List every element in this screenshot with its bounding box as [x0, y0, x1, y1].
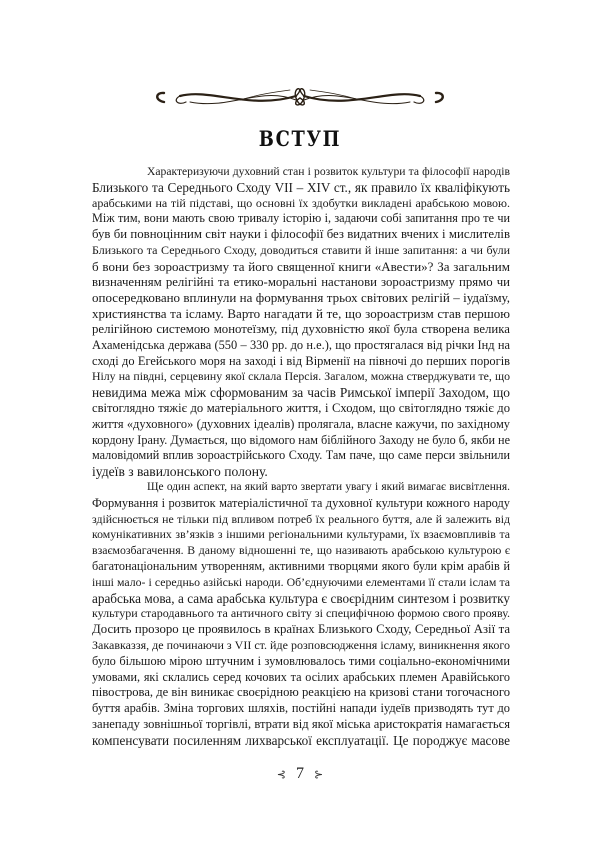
text-line: світоглядно тяжіє до матеріального життя, і Сходом, що світоглядно тяжіє до — [92, 400, 510, 415]
left-ornament-icon: ⊰ — [276, 768, 286, 781]
text-line: Формування і розвиток матеріалістичної та духовної культури кожного народу — [92, 495, 510, 510]
text-line: Нілу на півдні, серцевину якої склала Персія. Загалом, можна стверджувати те, що — [92, 369, 510, 384]
text-line: б вони без зороастризму та його священної книги «Авести»? За загальним — [92, 258, 510, 274]
text-line: півострова, де він виникає своєрідною реакцією на кризові стани тогочасного — [92, 685, 510, 700]
text-line: християнства та ісламу. Варто нагадати й те, що зороастризм став першою — [92, 306, 510, 322]
text-line: багатонаціональним утворенням, активними творцями якого були крім арабів й — [92, 558, 510, 573]
text-line: було більшою мірою штучним і зумовлювалось тими соціально-економічними — [92, 653, 510, 668]
text-line: опосередковано вплинули на формування трьох світових релігій – іудаїзму, — [92, 290, 510, 306]
text-line: кордону Ірану. Думається, що відомого нам біблійного Заходу не було б, якби не — [92, 432, 510, 447]
right-ornament-icon: ⊱ — [314, 768, 324, 781]
text-line: Досить прозоро це проявилось в країнах Близького Сходу, Середньої Азії та — [92, 622, 510, 637]
text-line: взаємозбагачення. В даному відношенні те, що називають арабською культурою є — [92, 543, 510, 558]
decorative-flourish-icon — [150, 84, 450, 112]
text-line: Ще один аспект, на який варто звертати увагу і який вимагає висвітлення. — [147, 480, 510, 493]
text-line: компенсувати посиленням лихварської експлуатації. Це породжує масове — [92, 732, 510, 748]
text-line: арабська мова, а сама арабська культура є своєрідним синтезом і розвитку — [92, 590, 510, 606]
text-line: буття арабів. Зміна торгових шляхів, постійні напади іудеїв призводять тут до — [92, 701, 510, 716]
text-line: здійснюється не тільки під впливом потреб їх реального буття, але й залежить від — [92, 511, 510, 526]
text-line: був би повноцінним світ науки і філософії без видатних вчених і мислителів — [92, 227, 510, 242]
text-line: релігійною системою монотеїзму, під духовністю якої була створена велика — [92, 321, 510, 336]
page-title: ВСТУП — [258, 126, 342, 151]
text-line: інші мало- і середньо азійські народи. Об’єднуючими елементами її стали іслам та — [92, 574, 510, 589]
text-line: Близького та Середнього Сходу, доводиться ставити й інше запитання: а чи були — [92, 242, 510, 257]
text-line: життя «духовного» (духовних ідеалів) пролягала, власне кажучи, по західному — [92, 416, 510, 431]
text-line: Характеризуючи духовний стан і розвиток культури та філософії народів — [147, 165, 510, 178]
text-line: занепаду зовнішньої торгівлі, втрати від якої міська аристократія намагається — [92, 716, 510, 731]
text-line: сході до Егейського моря на заході і від Вірменії на півночі до перших порогів — [92, 353, 510, 368]
text-line: Близького та Середнього Сходу VII – XIV ст., як правило їх кваліфікують — [92, 179, 510, 195]
text-line: культури стародавнього та античного світу зі специфічною формою свого прояву. — [92, 606, 510, 621]
text-line: умовами, які склались серед кочових та осілих арабських племен Аравійського — [92, 669, 510, 684]
paragraph — [92, 164, 510, 480]
text-line: арабськими на тій підставі, що основні їх здобутки викладені арабською мовою. — [92, 195, 510, 210]
text-line: визначенням релігійні та етико-моральні настанови зороастризму прямо чи — [92, 274, 510, 289]
page-footer — [0, 765, 600, 783]
text-line: маловідомий вплив зороастрійського Сходу. Там паче, що саме перси звільнили — [92, 448, 510, 463]
text-line: іудеїв з вавилонського полону. — [92, 464, 268, 480]
text-line: Між тим, вони мають свою тривалу історію і, задаючи собі запитання про те чи — [92, 211, 510, 226]
paragraph — [92, 480, 510, 749]
text-line: Закавказзя, де починаючи з VII ст. йде розповсюдження ісламу, виникнення якого — [92, 637, 510, 652]
page-number: 7 — [296, 765, 304, 782]
document-body — [92, 164, 510, 748]
text-line: комунікативних зв’язків з іншими регіональними культурами, їх взаємовпливів та — [92, 527, 510, 542]
text-line: невидима межа між сформованим за часів Римської імперії Заходом, що — [92, 385, 510, 401]
text-line: Ахаменідська держава (550 – 330 рр. до н.е.), що простягалася від річки Інд на — [92, 337, 510, 352]
